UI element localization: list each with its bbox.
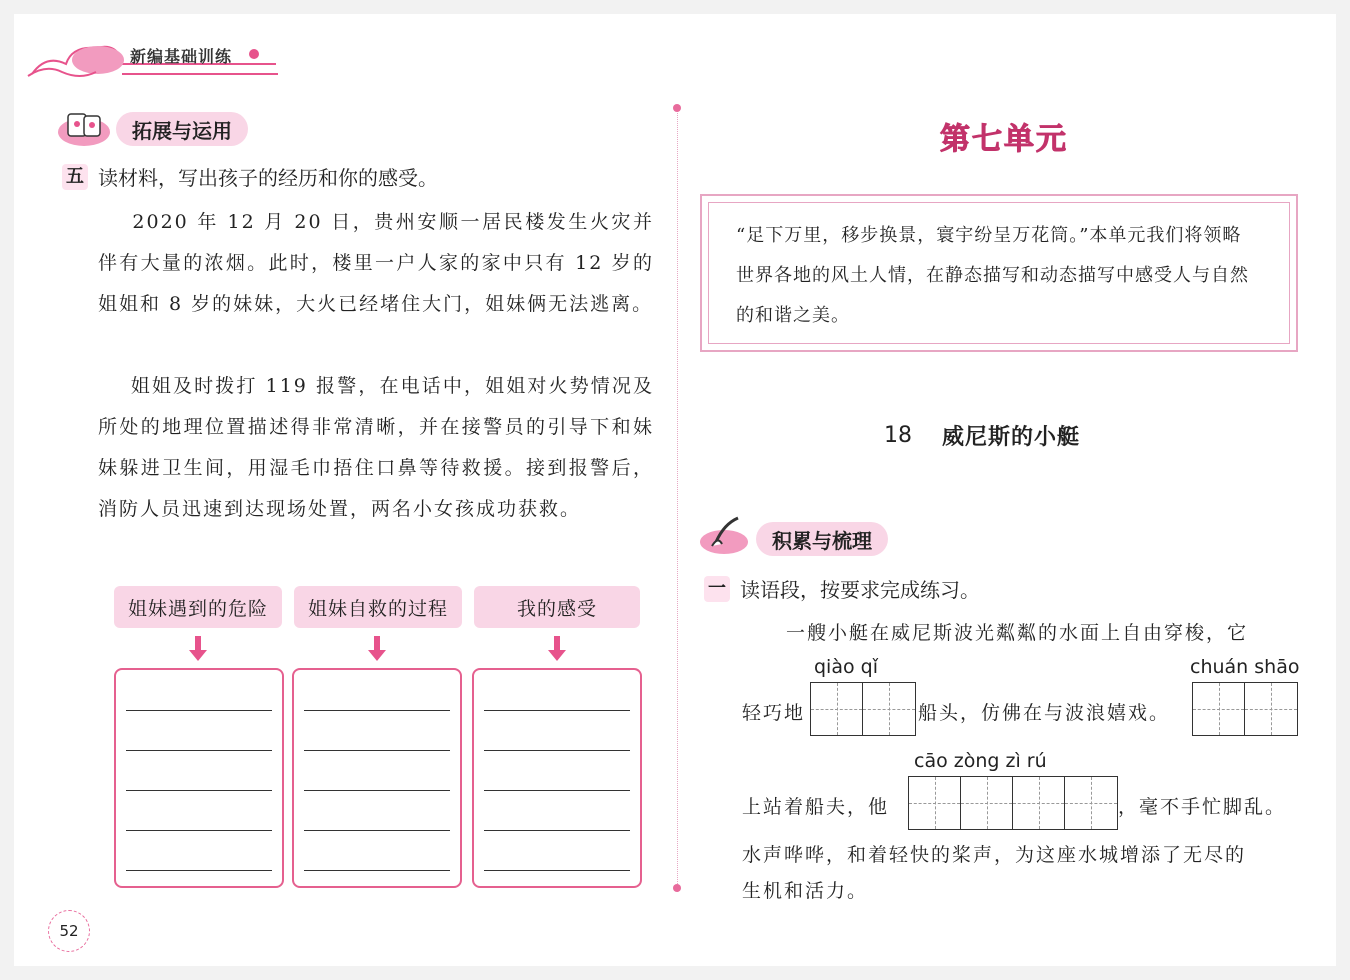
answer-cell[interactable]: [1065, 777, 1117, 829]
pinyin-chuan-shao: chuán shāo: [1190, 656, 1300, 678]
writing-line: [126, 790, 272, 791]
answer-cell[interactable]: [1013, 777, 1065, 829]
answer-cell[interactable]: [863, 683, 915, 735]
writing-line: [304, 790, 450, 791]
unit-intro-text: “足下万里，移步换景，寰宇纷呈万花筒。”本单元我们将领略世界各地的风土人情，在静态描写和动态描写中感受人与自然的和谐之美。: [736, 225, 1249, 326]
material-paragraph-1: 2020 年 12 月 20 日，贵州安顺一居民楼发生火灾并伴有大量的浓烟。此时，楼里一户人家的家中只有 12 岁的姐姐和 8 岁的妹妹，大火已经堵住大门，姐妹俩无法逃离。: [98, 211, 654, 315]
unit-intro-frame: [700, 194, 1298, 352]
down-arrow-icon: [367, 636, 387, 662]
section-title-extend: 拓展与运用: [116, 112, 248, 146]
passage-line-4: 水声哗哗，和着轻快的桨声，为这座水城增添了无尽的: [742, 844, 1247, 866]
question-prompt: 读语段，按要求完成练习。: [740, 578, 980, 602]
passage-line-2a: 轻巧地: [742, 702, 806, 724]
divider-dot: [673, 104, 681, 112]
writing-line: [484, 870, 630, 871]
down-arrow-icon: [547, 636, 567, 662]
brand-title: 新编基础训练: [130, 47, 233, 66]
section-title-accumulate: 积累与梳理: [756, 522, 888, 556]
writing-line: [484, 790, 630, 791]
pinyin-qiao-qi: qiào qǐ: [814, 656, 878, 678]
writing-line: [126, 830, 272, 831]
answer-cell[interactable]: [811, 683, 863, 735]
writing-line: [484, 750, 630, 751]
writing-line: [484, 830, 630, 831]
lesson-heading: [884, 420, 1080, 451]
workbook-spread: [14, 14, 1336, 966]
question-number: 五: [62, 164, 88, 190]
material-paragraph-2: 姐姐及时拨打 119 报警，在电话中，姐姐对火势情况及所处的地理位置描述得非常清晰，并在接警员的引导下和妹妹躲进卫生间，用湿毛巾捂住口鼻等待救援。接到报警后，消防人员迅速到达现场处置，两名小女孩成功获救。: [98, 375, 654, 520]
writing-line: [126, 710, 272, 711]
writing-line: [126, 870, 272, 871]
divider-dot: [673, 884, 681, 892]
answer-box-feeling[interactable]: [472, 668, 642, 888]
writing-line: [484, 710, 630, 711]
passage-line-3b: ，毫不手忙脚乱。: [1118, 796, 1287, 818]
lesson-number: 18: [884, 423, 912, 448]
answer-cell[interactable]: [1245, 683, 1297, 735]
passage-line-1: 一艘小艇在威尼斯波光粼粼的水面上自由穿梭，它: [786, 622, 1249, 644]
writing-line: [304, 870, 450, 871]
answer-box-danger[interactable]: [114, 668, 284, 888]
question-number: 一: [704, 576, 730, 602]
question-prompt: 读材料，写出孩子的经历和你的感受。: [98, 166, 438, 190]
writing-line: [126, 750, 272, 751]
brand-header: [26, 34, 286, 80]
tablet-icon: [56, 108, 116, 148]
answer-cell[interactable]: [961, 777, 1013, 829]
answer-box-process[interactable]: [292, 668, 462, 888]
writing-line: [304, 830, 450, 831]
box-header-feeling: 我的感受: [474, 586, 640, 628]
pinyin-cao-zong-zi-ru: cāo zòng zì rú: [914, 750, 1047, 772]
question-five: [62, 162, 438, 191]
passage-line-2b: 船头，仿佛在与波浪嬉戏。: [918, 702, 1171, 724]
box-header-process: 姐妹自救的过程: [294, 586, 462, 628]
passage-line-5: 生机和活力。: [742, 880, 869, 902]
writing-line: [304, 750, 450, 751]
answer-cell[interactable]: [1193, 683, 1245, 735]
page-number: 52: [48, 910, 90, 952]
answer-cell[interactable]: [909, 777, 961, 829]
brush-icon: [698, 514, 754, 556]
answer-grid-chuan-shao[interactable]: [1192, 682, 1298, 736]
down-arrow-icon: [188, 636, 208, 662]
answer-grid-qiao-qi[interactable]: [810, 682, 916, 736]
page-divider: [677, 106, 678, 892]
question-one: [704, 574, 980, 603]
unit-title: 第七单元: [940, 122, 1068, 157]
answer-grid-cao-zong-zi-ru[interactable]: [908, 776, 1118, 830]
passage-line-3a: 上站着船夫，他: [742, 796, 890, 818]
writing-line: [304, 710, 450, 711]
box-header-danger: 姐妹遇到的危险: [114, 586, 282, 628]
lesson-title: 威尼斯的小艇: [942, 424, 1081, 450]
